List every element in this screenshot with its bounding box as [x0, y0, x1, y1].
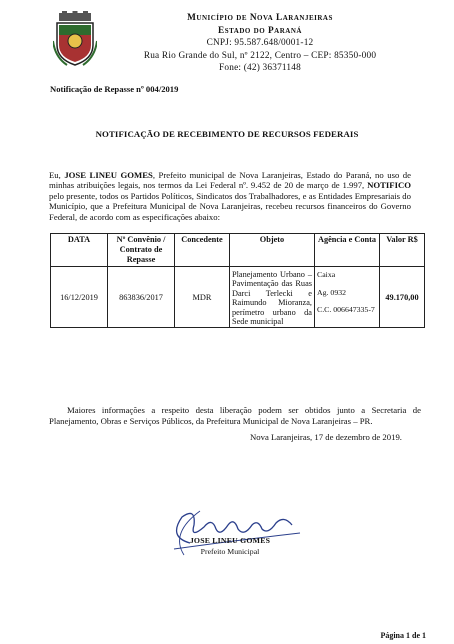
col-header-valor: Valor R$ — [380, 234, 425, 267]
table-row — [51, 267, 425, 328]
cell-concedente: MDR — [175, 267, 230, 328]
phone: Fone: (42) 36371148 — [219, 63, 301, 73]
col-header-convenio: Nº Convênio / Contrato de Repasse — [108, 234, 175, 267]
notifico-word: NOTIFICO — [367, 180, 411, 191]
notification-number: Notificação de Repasse nº 004/2019 — [50, 84, 179, 94]
page-number: Página 1 de 1 — [380, 631, 426, 640]
more-info-paragraph: Maiores informações a respeito desta liberação podem ser obtidos junto a Secretaria de Planejamento, Obras e Serviços Públicos, da Prefeitura Municipal de Nova Laranjeiras – PR. — [49, 405, 421, 426]
intro-text-3: pelo presente, todos os Partidos Políticos, Sindicatos dos Trabalhadores, e as Entidades Empresariais do Município, que a Prefeitura Municipal de Nova Laranjeiras, recebeu recursos financeiros do Governo Federal, de acordo com as especificações abaixo: — [49, 190, 411, 222]
intro-text-1: Eu, — [49, 170, 65, 180]
col-header-objeto: Objeto — [230, 234, 315, 267]
cell-valor: 49.170,00 — [380, 267, 425, 328]
col-header-data: DATA — [51, 234, 108, 267]
place-date: Nova Laranjeiras, 17 de dezembro de 2019. — [250, 432, 402, 442]
col-header-agencia: Agência e Conta — [315, 234, 380, 267]
municipal-crest-icon — [53, 11, 97, 67]
cell-convenio: 863836/2017 — [108, 267, 175, 328]
mayor-name: JOSE LINEU GOMES — [64, 170, 153, 180]
intro-paragraph — [49, 170, 411, 222]
state-name: Estado do Paraná — [218, 25, 302, 36]
agency-number: Ag. 0932 — [317, 287, 347, 297]
account-number: C.C. 006647335-7 — [317, 305, 375, 315]
cell-data: 16/12/2019 — [51, 267, 108, 328]
col-header-concedente: Concedente — [175, 234, 230, 267]
address: Rua Rio Grande do Sul, nº 2122, Centro – CEP: 85350-000 — [143, 50, 377, 61]
letterhead — [100, 12, 420, 75]
signatory-role: Prefeito Municipal — [200, 547, 260, 556]
cnpj: CNPJ: 95.587.648/0001-12 — [206, 38, 314, 48]
document-title: NOTIFICAÇÃO DE RECEBIMENTO DE RECURSOS FEDERAIS — [95, 129, 359, 139]
intro-text-2: , Prefeito municipal de Nova Laranjeiras, Estado do Paraná, no uso de minhas atribuições legais, nos termos da Lei Federal nº. 9.452 de 20 de março de 1.997, — [49, 170, 411, 191]
signatory-name: JOSE LINEU GOMES — [189, 536, 271, 545]
bank-name: Caixa — [317, 270, 336, 279]
municipality-name: Município de Nova Laranjeiras — [187, 13, 333, 23]
table-header-row — [51, 234, 425, 267]
cell-agencia-conta — [315, 267, 380, 328]
cell-objeto: Planejamento Urbano – Pavimentação das Ruas Darci Terlecki e Raimundo Mioranza, perímetro urbano da Sede municipal — [230, 267, 315, 328]
repasse-table — [50, 233, 425, 328]
